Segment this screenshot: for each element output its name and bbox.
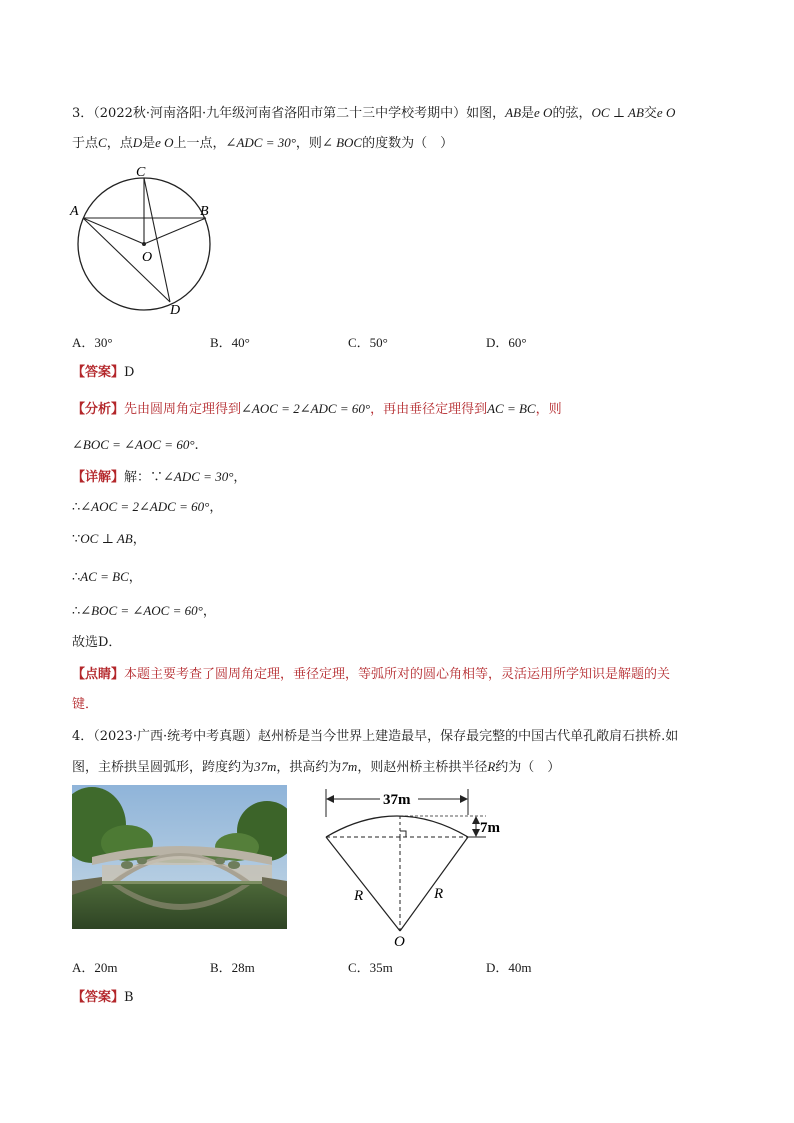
zhaozhou-bridge-photo [72, 785, 287, 929]
q3-step-4: ∴∠BOC = ∠AOC = 60°， [72, 603, 216, 619]
radius-right-label: R [434, 886, 444, 902]
q3-comment-line2: 键． [72, 697, 99, 712]
q3-conclusion: 故选D． [72, 635, 122, 650]
label-o: O [142, 250, 153, 265]
q3-step-3: ∴AC = BC， [72, 569, 142, 585]
right-angle-mark [400, 831, 406, 837]
q3-answer: 【答案】D [72, 365, 135, 380]
q3-analysis-line2: ∠BOC = ∠AOC = 60°. [72, 437, 199, 453]
q4-stem-line2: 图，主桥拱呈圆弧形，跨度约为37m，拱高约为7m，则赵州桥主桥拱半径R约为（ ） [72, 759, 561, 775]
bridge-arc [326, 816, 468, 837]
height-label: 7m [480, 820, 500, 836]
q3-step-1: ∴∠AOC = 2∠ADC = 60°， [72, 499, 223, 515]
segment-ao [83, 218, 144, 244]
q4-answer: 【答案】B [72, 990, 134, 1005]
label-d: D [170, 303, 181, 318]
segment-cd [144, 178, 170, 302]
radius-right [400, 837, 468, 931]
q3-analysis-line1: 【分析】先由圆周角定理得到∠AOC = 2∠ADC = 60°，再由垂径定理得到AC = BC，则 [72, 401, 562, 417]
q3-comment-line1: 【点睛】本题主要考查了圆周角定理，垂径定理，等弧所对的圆心角相等，灵活运用所学知识是解题的关 [72, 667, 671, 682]
q3-choice-d: D．60° [486, 335, 527, 350]
center-dot [142, 242, 146, 246]
q3-choice-c: C．50° [348, 335, 388, 350]
q4-choice-d: D．40m [486, 960, 532, 975]
span-label: 37m [383, 792, 411, 808]
q4-stem-line1: 4．（2023·广西·统考中考真题）赵州桥是当今世界上建造最早，保存最完整的中国古代单孔敞肩石拱桥.如 [72, 729, 679, 744]
q3-choice-a: A．30° [72, 335, 113, 350]
label-c: C [136, 165, 146, 180]
q4-choice-c: C．35m [348, 960, 393, 975]
q3-stem-line2: 于点C，点D是e O上一点，∠ADC = 30°，则∠ BOC的度数为（ ） [72, 135, 454, 151]
radius-left [326, 837, 400, 931]
radius-left-label: R [354, 888, 364, 904]
q3-detail-head: 【详解】解：∵∠ADC = 30°， [72, 469, 247, 485]
q4-choice-b: B．28m [210, 960, 255, 975]
q4-choice-a: A．20m [72, 960, 118, 975]
label-b: B [200, 204, 209, 219]
q3-circle-figure [66, 160, 226, 320]
q3-step-2: ∵OC ⊥ AB， [72, 531, 146, 547]
center-o-label: O [394, 934, 405, 950]
q3-stem-line1: 3．（2022秋·河南洛阳·九年级河南省洛阳市第二十三中学校考期中）如图，AB是e O的弦，OC ⊥ AB交e O [72, 105, 676, 121]
label-a: A [70, 204, 79, 219]
q4-bridge-diagram [320, 785, 520, 950]
q3-choice-b: B．40° [210, 335, 250, 350]
